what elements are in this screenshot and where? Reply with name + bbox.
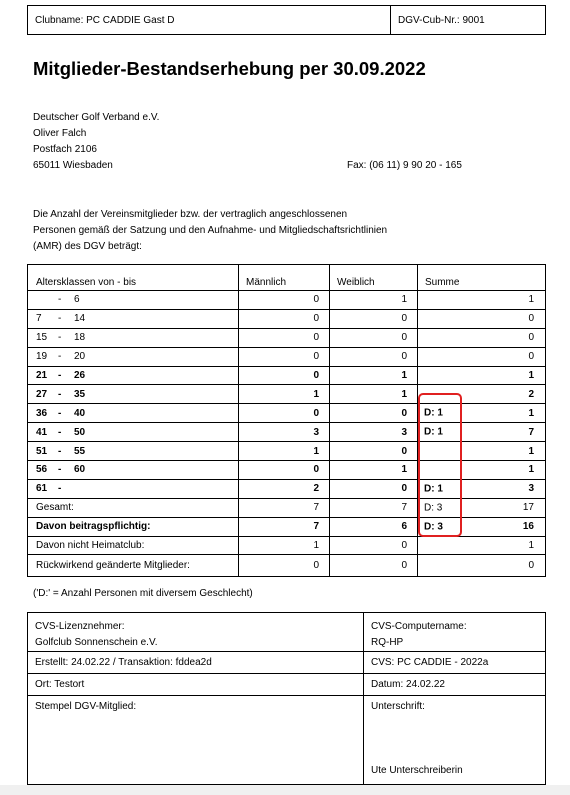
date-field: Datum: 24.02.22 [364,674,546,696]
age-from: 19 [36,351,48,363]
female-count: 1 [330,291,418,310]
female-count: 3 [330,423,418,442]
age-to: 60 [74,464,86,476]
age-range-cell [28,442,239,461]
header-male: Männlich [239,265,330,291]
summary-label: Davon beitragspflichtig: [28,517,239,536]
age-to: 55 [74,445,86,457]
summary-label: Gesamt: [28,498,239,517]
intro-line-3: (AMR) des DGV beträgt: [33,241,142,252]
intro-line-2: Personen gemäß der Satzung und den Aufnahme- und Mitgliedschaftsrichtlinien [33,225,388,236]
intro-line-1: Die Anzahl der Vereinsmitglieder bzw. der vertraglich angeschlossenen [33,209,348,220]
signer-name: Ute Unterschreiberin [371,765,463,776]
window-bottom-strip [0,785,570,795]
male-count: 0 [239,328,330,347]
address-line-2: Oliver Falch [33,128,87,139]
cvs-version: CVS: PC CADDIE - 2022a [364,652,546,674]
licensee-label: CVS-Lizenznehmer: [35,621,125,632]
table-row [28,385,546,404]
sum-value: 0 [528,313,534,325]
table-header-row [28,265,546,291]
place-field: Ort: Testort [28,674,364,696]
female-count: 0 [330,347,418,366]
age-dash: - [58,483,62,495]
recipient-address [33,110,159,174]
table-row [28,309,546,328]
female-count: 0 [330,404,418,423]
table-row [28,328,546,347]
age-dash: - [58,351,62,363]
female-count: 0 [330,555,418,577]
footer-row-created [28,652,546,674]
intro-text [33,207,453,255]
age-from: 15 [36,332,48,344]
clubname-field: Clubname: PC CADDIE Gast D [28,6,391,34]
table-row [28,366,546,385]
footer-row-licensee [28,613,546,652]
age-from: 41 [36,426,48,438]
female-count: 6 [330,517,418,536]
age-dash: - [58,388,62,400]
stamp-field: Stempel DGV-Mitglied: [28,696,364,785]
male-count: 1 [239,385,330,404]
address-line-4: 65011 Wiesbaden [33,160,113,171]
footer-row-signature [28,696,546,785]
male-count: 3 [239,423,330,442]
male-count: 1 [239,536,330,555]
age-dash: - [58,370,62,381]
sum-cell [418,555,546,577]
age-to: 6 [74,294,80,306]
footer-table [27,612,546,785]
computer-cell [364,613,546,652]
table-row [28,442,546,461]
male-count: 0 [239,404,330,423]
age-range-cell [28,347,239,366]
sum-value: 2 [528,388,534,400]
age-dash: - [58,294,62,306]
age-from: 27 [36,388,48,400]
age-range-cell [28,461,239,480]
age-dash: - [58,313,62,325]
age-range-cell [28,479,239,498]
table-row [28,461,546,480]
age-dash: - [58,464,62,476]
table-row [28,347,546,366]
age-range-cell [28,309,239,328]
age-to: 20 [74,351,86,363]
age-from: 21 [36,370,48,381]
age-to: 26 [74,370,86,381]
female-count: 0 [330,479,418,498]
diverse-count: D: 1 [424,483,443,495]
age-from: 61 [36,483,48,495]
age-from: 56 [36,464,48,476]
table-row [28,404,546,423]
age-range-cell [28,291,239,310]
sum-value: 0 [528,560,534,572]
male-count: 7 [239,498,330,517]
male-count: 1 [239,442,330,461]
male-count: 0 [239,555,330,577]
male-count: 7 [239,517,330,536]
retroactive-changes-row [28,555,546,577]
sum-value: 1 [528,540,534,552]
sum-value: 1 [528,445,534,457]
sum-cell [418,309,546,328]
header-box [27,5,546,35]
address-line-1: Deutscher Golf Verband e.V. [33,112,160,123]
age-dash: - [58,332,62,344]
age-dash: - [58,426,62,438]
female-count: 0 [330,442,418,461]
sum-cell [418,328,546,347]
total-row [28,498,546,517]
summary-label: Davon nicht Heimatclub: [28,536,239,555]
page-title: Mitglieder-Bestandserhebung per 30.09.2022 [33,58,426,79]
sum-value: 1 [528,294,534,306]
computer-name: RQ-HP [371,637,404,648]
age-from: 7 [36,313,42,325]
sum-value: 1 [528,370,534,381]
sum-value: 17 [522,502,534,514]
fax-number: Fax: (06 11) 9 90 20 - 165 [347,160,462,171]
diverse-count: D: 3 [424,521,443,533]
age-to: 14 [74,313,86,325]
header-sum: Summe [418,265,546,291]
female-count: 7 [330,498,418,517]
age-from: 36 [36,407,48,419]
table-row [28,291,546,310]
licensee-cell [28,613,364,652]
age-to: 40 [74,407,86,419]
sum-cell [418,366,546,385]
computer-label: CVS-Computername: [371,621,467,632]
footer-row-place [28,674,546,696]
female-count: 1 [330,461,418,480]
sum-value: 7 [528,426,534,438]
male-count: 2 [239,479,330,498]
header-age-classes: Altersklassen von - bis [28,265,239,291]
signature-cell [364,696,546,785]
male-count: 0 [239,366,330,385]
diverse-legend: ('D:' = Anzahl Personen mit diversem Geschlecht) [33,588,253,599]
female-count: 0 [330,536,418,555]
sum-cell [418,536,546,555]
table-row [28,479,546,498]
diverse-count: D: 1 [424,407,443,419]
age-range-cell [28,328,239,347]
sum-value: 1 [528,407,534,419]
age-to: 50 [74,426,86,438]
age-from: 51 [36,445,48,457]
created-info: Erstellt: 24.02.22 / Transaktion: fddea2d [28,652,364,674]
age-dash: - [58,445,62,457]
age-to: 18 [74,332,86,344]
summary-label: Rückwirkend geänderte Mitglieder: [28,555,239,577]
licensee-name: Golfclub Sonnenschein e.V. [35,637,158,648]
diverse-count: D: 3 [424,502,443,514]
sum-value: 3 [528,483,534,495]
age-range-cell [28,385,239,404]
diverse-count: D: 1 [424,426,443,438]
male-count: 0 [239,347,330,366]
sum-cell [418,347,546,366]
sum-cell [418,291,546,310]
female-count: 1 [330,385,418,404]
sum-value: 1 [528,464,534,476]
age-dash: - [58,407,62,419]
sum-value: 16 [522,521,534,533]
male-count: 0 [239,291,330,310]
female-count: 0 [330,309,418,328]
age-range-cell [28,366,239,385]
dgv-club-number-field: DGV-Cub-Nr.: 9001 [398,14,485,26]
female-count: 0 [330,328,418,347]
age-range-cell [28,404,239,423]
female-count: 1 [330,366,418,385]
male-count: 0 [239,461,330,480]
address-line-3: Postfach 2106 [33,144,97,155]
header-female: Weiblich [330,265,418,291]
diverse-highlight-box [418,393,462,537]
age-range-cell [28,423,239,442]
table-row [28,423,546,442]
age-to: 35 [74,388,86,400]
members-table [27,264,546,577]
signature-label: Unterschrift: [371,701,425,712]
male-count: 0 [239,309,330,328]
sum-value: 0 [528,332,534,344]
fee-paying-row [28,517,546,536]
sum-value: 0 [528,351,534,363]
not-home-club-row [28,536,546,555]
